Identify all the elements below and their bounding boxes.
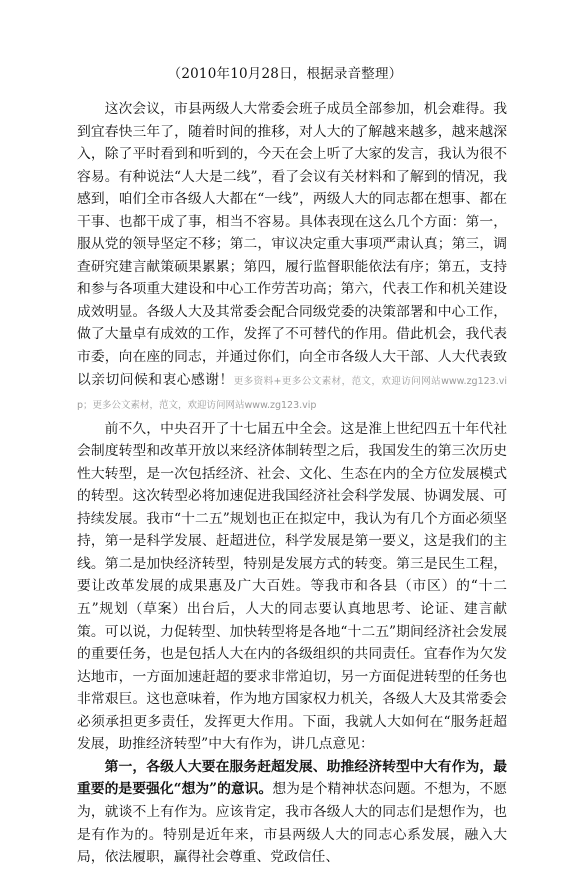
paragraph-2: 前不久，中央召开了十七届五中全会。这是淮上世纪四五十年代社会制度转型和改革开放以来经济体制转型之后，我国发生的第三次历史性大转型，是一次包括经济、社会、文化、生态在内的全方位发展模式的转型。这次转型必将加速促进我国经济社会科学发展、协调发展、可持续发展。我市“十二五”规划也正在拟定中，我认为有几个方面必须坚持，第一是科学发展、赶超进位，科学发展是第一要义，这是我们的主线。第二是加快经济转型，特别是发展方式的转变。第三是民生工程，要让改革发展的成果惠及广大百姓。等我市和各县（市区）的“十二五”规划（草案）出台后，人大的同志要认真地思考、论证、建言献策。可以说，力促转型、加快转型将是各地“十二五”期间经济社会发展的重要任务，也是包括人大在内的各级组织的共同责任。宜春作为欠发达地市，一方面加速赶超的要求非常迫切，另一方面促进转型的任务也非常艰巨。这也意味着，作为地方国家权力机关，各级人大及其常委会必须承担更多责任，发挥更大作用。下面，我就人大如何在“服务赶超发展，助推经济转型”中大有作为，讲几点意见： xyxy=(77,420,507,753)
watermark-text: 更多资料+更多公文素材，范文，欢迎访问网站www.zg123.vip；更多公文素材，范文，欢迎访问网站www.zg123.vip xyxy=(77,375,508,412)
paragraph-3-text: 想为是个精神状态问题。不想为，不愿为，就谈不上有作为。应该肯定，我市各级人大的同志们是想作为，也是有作为的。特别是近年来，市县两级人大的同志心系发展，融入大局，依法履职，赢得社会尊重、党政信任、 xyxy=(77,781,508,866)
date-line: （2010年10月28日，根据录音整理） xyxy=(167,66,403,82)
paragraph-3-lead: 第一，各级人大要在服务赶超发展、助推经济转型中大有作为，最重要的是要强化“想为”的意识。 xyxy=(77,758,507,798)
paragraph-1-text: 这次会议，市县两级人大常委会班子成员全部参加，机会难得。我到宜春快三年了，随着时间的推移，对人大的了解越来越多，越来越深入，除了平时看到和听到的，今天在会上听了大家的发言，我认为很不容易。有种说法“人大是二线”，看了会议有关材料和了解到的情况，我感到，咱们全市各级人大都在“一线”，两级人大的同志都在想事、都在干事、也都干成了事，相当不容易。具体表现在这么几个方面：第一，服从党的领导坚定不移；第二，审议决定重大事项严肃认真；第三，调查研究建言献策硕果累累；第四，履行监督职能依法有序；第五，支持和参与各项重大建设和中心工作劳苦功高；第六，代表工作和机关建设成效明显。各级人大及其常委会配合同级党委的决策部署和中心工作，做了大量卓有成效的工作，发挥了不可替代的作用。借此机会，我代表市委，向在座的同志，并通过你们，向全市各级人大干部、人大代表致以亲切问候和衷心感谢！ xyxy=(77,101,507,388)
document-body xyxy=(77,98,507,869)
paragraph-3 xyxy=(77,756,507,869)
paragraph-1 xyxy=(77,98,507,418)
